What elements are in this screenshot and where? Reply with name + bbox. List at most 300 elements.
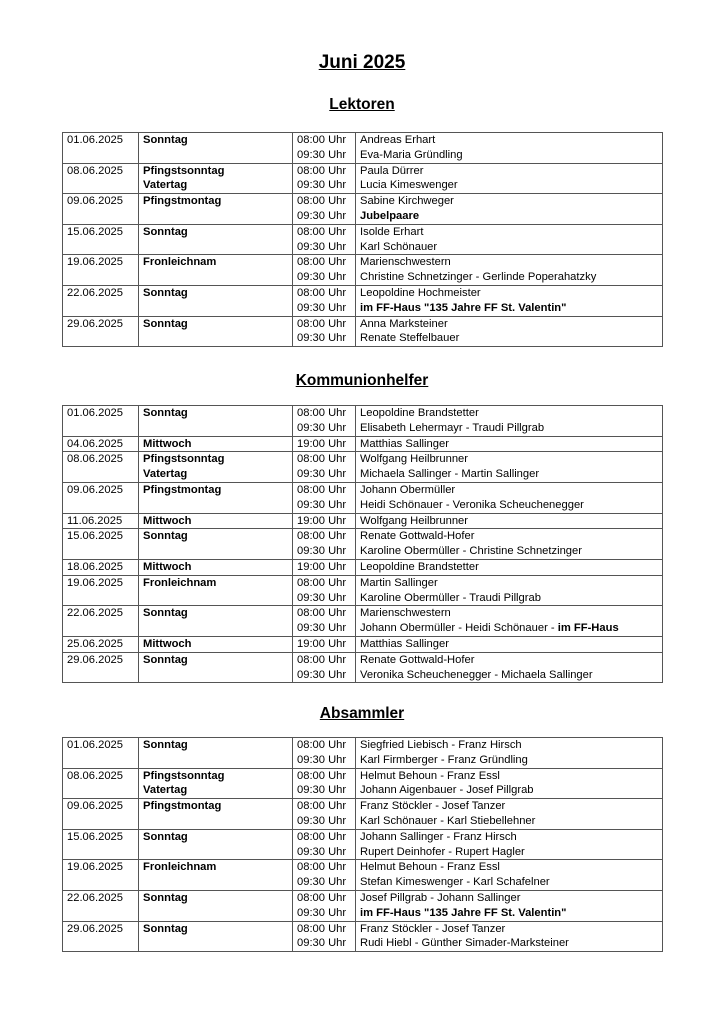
names-text: Leopoldine Hochmeister xyxy=(360,286,481,299)
table-row xyxy=(63,591,663,606)
table-row xyxy=(63,452,663,467)
date-cell: 08.06.2025 xyxy=(63,163,139,178)
time-cell: 08:00 Uhr xyxy=(293,799,356,814)
names-cell xyxy=(356,606,663,621)
time-cell: 09:30 Uhr xyxy=(293,467,356,482)
table-row xyxy=(63,768,663,783)
date-cell xyxy=(63,240,139,255)
time-cell: 09:30 Uhr xyxy=(293,544,356,559)
date-cell: 09.06.2025 xyxy=(63,482,139,497)
lektoren-table xyxy=(62,132,663,347)
day-cell: Mittwoch xyxy=(139,436,293,452)
names-text: Lucia Kimeswenger xyxy=(360,179,458,192)
table-row xyxy=(63,285,663,300)
time-cell: 08:00 Uhr xyxy=(293,890,356,905)
day-cell: Sonntag xyxy=(139,921,293,936)
day-cell: Fronleichnam xyxy=(139,860,293,875)
names-cell xyxy=(356,621,663,636)
date-cell xyxy=(63,814,139,829)
table-row xyxy=(63,148,663,163)
names-cell xyxy=(356,799,663,814)
time-cell: 08:00 Uhr xyxy=(293,768,356,783)
names-bold-text: Jubelpaare xyxy=(360,209,420,222)
schedule-group xyxy=(63,860,663,891)
table-row xyxy=(63,890,663,905)
names-cell xyxy=(356,285,663,300)
date-cell: 01.06.2025 xyxy=(63,406,139,421)
day-cell: Vatertag xyxy=(139,178,293,193)
day-cell: Pfingstmontag xyxy=(139,482,293,497)
schedule-group xyxy=(63,636,663,652)
date-cell: 09.06.2025 xyxy=(63,799,139,814)
time-cell: 09:30 Uhr xyxy=(293,270,356,285)
time-cell: 09:30 Uhr xyxy=(293,240,356,255)
schedule-group xyxy=(63,163,663,194)
names-cell xyxy=(356,255,663,270)
day-cell xyxy=(139,301,293,316)
date-cell xyxy=(63,906,139,921)
time-cell: 09:30 Uhr xyxy=(293,178,356,193)
date-cell: 19.06.2025 xyxy=(63,860,139,875)
names-cell xyxy=(356,875,663,890)
date-cell: 29.06.2025 xyxy=(63,921,139,936)
table-row xyxy=(63,467,663,482)
table-row xyxy=(63,194,663,209)
time-cell: 09:30 Uhr xyxy=(293,591,356,606)
time-cell: 09:30 Uhr xyxy=(293,814,356,829)
table-row xyxy=(63,814,663,829)
table-row xyxy=(63,178,663,193)
date-cell xyxy=(63,668,139,683)
names-cell xyxy=(356,467,663,482)
section-heading-absammler: Absammler xyxy=(319,705,405,722)
names-text: Leopoldine Brandstetter xyxy=(360,407,479,419)
day-cell xyxy=(139,621,293,636)
date-cell: 25.06.2025 xyxy=(63,636,139,652)
date-cell: 19.06.2025 xyxy=(63,255,139,270)
names-cell xyxy=(356,921,663,936)
date-cell xyxy=(63,467,139,482)
day-cell xyxy=(139,591,293,606)
table-row xyxy=(63,875,663,890)
time-cell: 08:00 Uhr xyxy=(293,652,356,667)
time-cell: 08:00 Uhr xyxy=(293,316,356,331)
schedule-group xyxy=(63,316,663,347)
names-text: Siegfried Liebisch - Franz Hirsch xyxy=(360,739,522,751)
time-cell: 09:30 Uhr xyxy=(293,668,356,683)
table-row xyxy=(63,575,663,590)
names-cell xyxy=(356,544,663,559)
names-cell xyxy=(356,436,663,452)
names-text: Eva-Maria Gründling xyxy=(360,148,463,161)
day-cell: Pfingstsonntag xyxy=(139,163,293,178)
time-cell: 19:00 Uhr xyxy=(293,636,356,652)
date-cell xyxy=(63,544,139,559)
names-text: Rupert Deinhofer - Rupert Hagler xyxy=(360,845,525,858)
table-row xyxy=(63,421,663,436)
table-row xyxy=(63,240,663,255)
schedule-group xyxy=(63,436,663,452)
date-cell xyxy=(63,148,139,163)
names-bold-text: im FF-Haus "135 Jahre FF St. Valentin" xyxy=(360,301,567,314)
names-text: Elisabeth Lehermayr - Traudi Pillgrab xyxy=(360,421,545,434)
time-cell: 08:00 Uhr xyxy=(293,194,356,209)
section-heading-lektoren: Lektoren xyxy=(329,96,395,113)
time-cell: 09:30 Uhr xyxy=(293,845,356,860)
table-row xyxy=(63,316,663,331)
names-text: Paula Dürrer xyxy=(360,164,424,177)
schedule-group xyxy=(63,224,663,255)
day-cell xyxy=(139,209,293,224)
table-row xyxy=(63,544,663,559)
time-cell: 09:30 Uhr xyxy=(293,421,356,436)
names-text: Josef Pillgrab - Johann Sallinger xyxy=(360,891,521,904)
table-row xyxy=(63,668,663,683)
absammler-table xyxy=(62,737,663,952)
table-row xyxy=(63,636,663,652)
date-cell: 01.06.2025 xyxy=(63,133,139,148)
time-cell: 08:00 Uhr xyxy=(293,606,356,621)
names-cell xyxy=(356,783,663,798)
names-text: Marienschwestern xyxy=(360,256,451,269)
date-cell: 29.06.2025 xyxy=(63,652,139,667)
names-cell xyxy=(356,240,663,255)
names-cell xyxy=(356,194,663,209)
names-text: Johann Obermüller xyxy=(360,483,456,496)
day-cell: Pfingstsonntag xyxy=(139,768,293,783)
date-cell: 09.06.2025 xyxy=(63,194,139,209)
names-text: Renate Steffelbauer xyxy=(360,332,460,345)
table-row xyxy=(63,606,663,621)
date-cell: 15.06.2025 xyxy=(63,529,139,544)
names-text: Heidi Schönauer - Veronika Scheuchenegger xyxy=(360,498,584,511)
date-cell: 04.06.2025 xyxy=(63,436,139,452)
names-text: Johann Obermüller - Heidi Schönauer - xyxy=(360,622,558,635)
day-cell: Mittwoch xyxy=(139,636,293,652)
day-cell: Sonntag xyxy=(139,224,293,239)
time-cell: 08:00 Uhr xyxy=(293,921,356,936)
schedule-group xyxy=(63,921,663,952)
names-cell xyxy=(356,829,663,844)
schedule-group xyxy=(63,768,663,799)
schedule-group xyxy=(63,652,663,683)
table-row xyxy=(63,860,663,875)
table-row xyxy=(63,753,663,768)
date-cell: 15.06.2025 xyxy=(63,829,139,844)
table-row xyxy=(63,255,663,270)
date-cell: 18.06.2025 xyxy=(63,559,139,575)
names-text: Martin Sallinger xyxy=(360,576,438,589)
names-cell xyxy=(356,652,663,667)
table-row xyxy=(63,845,663,860)
date-cell: 15.06.2025 xyxy=(63,224,139,239)
names-text: Marienschwestern xyxy=(360,607,451,620)
names-text: Johann Aigenbauer - Josef Pillgrab xyxy=(360,784,534,797)
day-cell xyxy=(139,936,293,951)
day-cell: Sonntag xyxy=(139,316,293,331)
schedule-group xyxy=(63,606,663,637)
table-row xyxy=(63,559,663,575)
table-row xyxy=(63,482,663,497)
schedule-group xyxy=(63,482,663,513)
names-cell xyxy=(356,482,663,497)
names-text: Michaela Sallinger - Martin Sallinger xyxy=(360,468,540,481)
date-cell xyxy=(63,875,139,890)
date-cell xyxy=(63,301,139,316)
date-cell: 19.06.2025 xyxy=(63,575,139,590)
kommunionhelfer-table xyxy=(62,405,663,683)
day-cell xyxy=(139,270,293,285)
table-row xyxy=(63,783,663,798)
names-cell xyxy=(356,559,663,575)
schedule-group xyxy=(63,285,663,316)
names-cell xyxy=(356,814,663,829)
date-cell xyxy=(63,498,139,513)
time-cell: 08:00 Uhr xyxy=(293,406,356,421)
schedule-group xyxy=(63,559,663,575)
table-row xyxy=(63,163,663,178)
names-cell xyxy=(356,452,663,467)
names-text: Veronika Scheuchenegger - Michaela Sallinger xyxy=(360,668,593,681)
time-cell: 09:30 Uhr xyxy=(293,621,356,636)
names-cell xyxy=(356,513,663,529)
table-row xyxy=(63,513,663,529)
names-cell xyxy=(356,890,663,905)
time-cell: 08:00 Uhr xyxy=(293,133,356,148)
names-cell xyxy=(356,845,663,860)
names-cell xyxy=(356,406,663,421)
names-cell xyxy=(356,753,663,768)
date-cell: 22.06.2025 xyxy=(63,606,139,621)
schedule-group xyxy=(63,255,663,286)
names-cell xyxy=(356,331,663,346)
date-cell xyxy=(63,783,139,798)
names-text: Johann Sallinger - Franz Hirsch xyxy=(360,830,517,843)
time-cell: 19:00 Uhr xyxy=(293,436,356,452)
names-text: Sabine Kirchweger xyxy=(360,195,454,208)
schedule-group xyxy=(63,890,663,921)
day-cell xyxy=(139,875,293,890)
names-cell xyxy=(356,575,663,590)
names-cell xyxy=(356,529,663,544)
table-row xyxy=(63,936,663,951)
date-cell: 22.06.2025 xyxy=(63,285,139,300)
table-row xyxy=(63,133,663,148)
names-cell xyxy=(356,133,663,148)
time-cell: 09:30 Uhr xyxy=(293,301,356,316)
day-cell: Pfingstmontag xyxy=(139,799,293,814)
day-cell: Sonntag xyxy=(139,829,293,844)
date-cell xyxy=(63,753,139,768)
table-row xyxy=(63,652,663,667)
names-text: Helmut Behoun - Franz Essl xyxy=(360,769,500,782)
table-row xyxy=(63,799,663,814)
schedule-group xyxy=(63,452,663,483)
names-cell xyxy=(356,768,663,783)
names-cell xyxy=(356,270,663,285)
names-text: Franz Stöckler - Josef Tanzer xyxy=(360,800,506,813)
day-cell: Vatertag xyxy=(139,467,293,482)
table-row xyxy=(63,921,663,936)
table-row xyxy=(63,906,663,921)
table-row xyxy=(63,829,663,844)
names-cell xyxy=(356,301,663,316)
names-text: Andreas Erhart xyxy=(360,134,436,146)
day-cell: Sonntag xyxy=(139,529,293,544)
day-cell xyxy=(139,331,293,346)
table-row xyxy=(63,436,663,452)
day-cell: Mittwoch xyxy=(139,559,293,575)
day-cell: Sonntag xyxy=(139,285,293,300)
day-cell xyxy=(139,668,293,683)
time-cell: 19:00 Uhr xyxy=(293,559,356,575)
names-text: Rudi Hiebl - Günther Simader-Marksteiner xyxy=(360,937,569,950)
schedule-group xyxy=(63,575,663,606)
schedule-group xyxy=(63,406,663,437)
date-cell: 08.06.2025 xyxy=(63,452,139,467)
day-cell: Pfingstsonntag xyxy=(139,452,293,467)
names-cell xyxy=(356,316,663,331)
time-cell: 08:00 Uhr xyxy=(293,575,356,590)
date-cell xyxy=(63,270,139,285)
names-bold-text: im FF-Haus "135 Jahre FF St. Valentin" xyxy=(360,906,567,919)
time-cell: 08:00 Uhr xyxy=(293,482,356,497)
day-cell xyxy=(139,753,293,768)
names-cell xyxy=(356,148,663,163)
time-cell: 09:30 Uhr xyxy=(293,148,356,163)
time-cell: 09:30 Uhr xyxy=(293,498,356,513)
time-cell: 19:00 Uhr xyxy=(293,513,356,529)
date-cell: 22.06.2025 xyxy=(63,890,139,905)
time-cell: 08:00 Uhr xyxy=(293,224,356,239)
day-cell: Pfingstmontag xyxy=(139,194,293,209)
date-cell xyxy=(63,331,139,346)
names-text: Matthias Sallinger xyxy=(360,437,449,450)
schedule-group xyxy=(63,133,663,164)
day-cell xyxy=(139,498,293,513)
names-cell xyxy=(356,421,663,436)
names-text: Karl Schönauer - Karl Stiebellehner xyxy=(360,814,536,827)
names-cell xyxy=(356,860,663,875)
names-text: Wolfgang Heilbrunner xyxy=(360,453,469,466)
day-cell: Fronleichnam xyxy=(139,575,293,590)
date-cell xyxy=(63,421,139,436)
names-text: Helmut Behoun - Franz Essl xyxy=(360,861,500,874)
names-cell xyxy=(356,738,663,753)
names-text: Renate Gottwald-Hofer xyxy=(360,653,475,666)
time-cell: 09:30 Uhr xyxy=(293,753,356,768)
table-row xyxy=(63,621,663,636)
names-text: Leopoldine Brandstetter xyxy=(360,560,479,573)
schedule-group xyxy=(63,799,663,830)
time-cell: 08:00 Uhr xyxy=(293,860,356,875)
day-cell: Fronleichnam xyxy=(139,255,293,270)
table-row xyxy=(63,301,663,316)
names-text: Anna Marksteiner xyxy=(360,317,448,330)
section-heading-kommunionhelfer: Kommunionhelfer xyxy=(295,372,429,389)
names-bold-text: im FF-Haus xyxy=(557,622,619,635)
time-cell: 08:00 Uhr xyxy=(293,738,356,753)
table-row xyxy=(63,209,663,224)
date-cell xyxy=(63,209,139,224)
schedule-group xyxy=(63,513,663,529)
date-cell: 01.06.2025 xyxy=(63,738,139,753)
names-cell xyxy=(356,224,663,239)
names-text: Franz Stöckler - Josef Tanzer xyxy=(360,922,506,935)
schedule-group xyxy=(63,829,663,860)
names-cell xyxy=(356,636,663,652)
names-cell xyxy=(356,906,663,921)
names-text: Karoline Obermüller - Traudi Pillgrab xyxy=(360,591,541,604)
date-cell xyxy=(63,591,139,606)
date-cell xyxy=(63,936,139,951)
time-cell: 08:00 Uhr xyxy=(293,829,356,844)
names-cell xyxy=(356,163,663,178)
names-cell xyxy=(356,936,663,951)
time-cell: 08:00 Uhr xyxy=(293,255,356,270)
table-row xyxy=(63,331,663,346)
day-cell xyxy=(139,845,293,860)
day-cell xyxy=(139,906,293,921)
date-cell xyxy=(63,178,139,193)
time-cell: 08:00 Uhr xyxy=(293,163,356,178)
table-row xyxy=(63,738,663,753)
time-cell: 08:00 Uhr xyxy=(293,285,356,300)
names-text: Stefan Kimeswenger - Karl Schafelner xyxy=(360,876,550,889)
names-text: Karl Schönauer xyxy=(360,240,438,253)
names-cell xyxy=(356,209,663,224)
day-cell: Sonntag xyxy=(139,652,293,667)
date-cell: 08.06.2025 xyxy=(63,768,139,783)
names-text: Wolfgang Heilbrunner xyxy=(360,514,469,527)
day-cell: Sonntag xyxy=(139,133,293,148)
table-row xyxy=(63,498,663,513)
time-cell: 09:30 Uhr xyxy=(293,331,356,346)
day-cell xyxy=(139,421,293,436)
names-text: Karoline Obermüller - Christine Schnetzinger xyxy=(360,545,582,558)
time-cell: 09:30 Uhr xyxy=(293,875,356,890)
day-cell: Sonntag xyxy=(139,406,293,421)
time-cell: 09:30 Uhr xyxy=(293,906,356,921)
names-text: Karl Firmberger - Franz Gründling xyxy=(360,753,528,766)
names-text: Isolde Erhart xyxy=(360,225,424,238)
day-cell: Mittwoch xyxy=(139,513,293,529)
time-cell: 08:00 Uhr xyxy=(293,452,356,467)
time-cell: 09:30 Uhr xyxy=(293,783,356,798)
time-cell: 08:00 Uhr xyxy=(293,529,356,544)
schedule-group xyxy=(63,194,663,225)
day-cell: Sonntag xyxy=(139,606,293,621)
day-cell xyxy=(139,814,293,829)
date-cell: 11.06.2025 xyxy=(63,513,139,529)
schedule-group xyxy=(63,738,663,769)
table-row xyxy=(63,224,663,239)
date-cell: 29.06.2025 xyxy=(63,316,139,331)
names-cell xyxy=(356,498,663,513)
time-cell: 09:30 Uhr xyxy=(293,936,356,951)
page-title: Juni 2025 xyxy=(318,52,406,73)
date-cell xyxy=(63,621,139,636)
names-text: Renate Gottwald-Hofer xyxy=(360,530,475,543)
day-cell xyxy=(139,240,293,255)
names-cell xyxy=(356,591,663,606)
table-row xyxy=(63,406,663,421)
day-cell xyxy=(139,148,293,163)
date-cell xyxy=(63,845,139,860)
names-cell xyxy=(356,668,663,683)
names-cell xyxy=(356,178,663,193)
day-cell: Vatertag xyxy=(139,783,293,798)
